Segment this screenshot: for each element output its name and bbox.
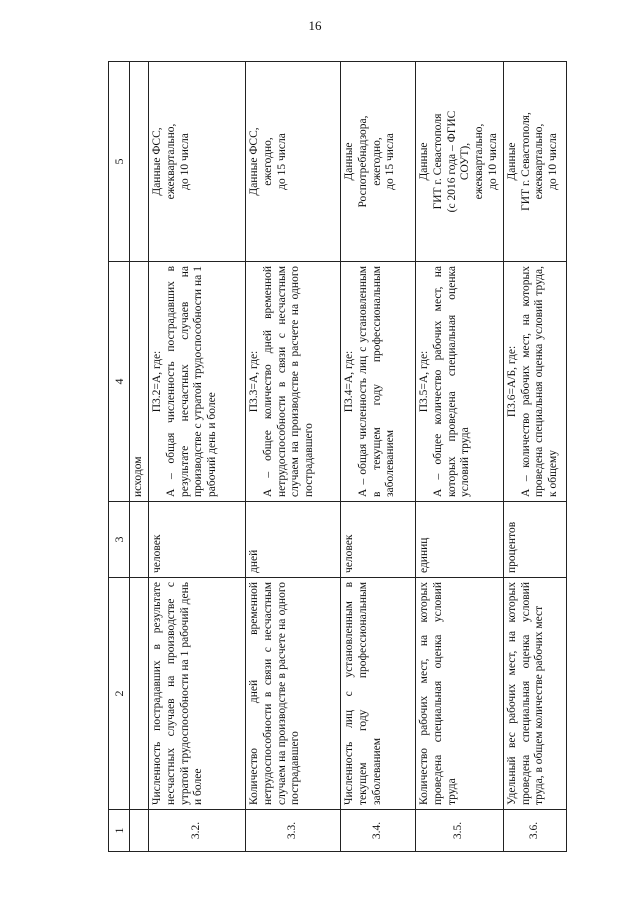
source-line: до 10 числа — [547, 133, 560, 190]
method-cell — [503, 262, 566, 502]
carryover-text: исходом — [130, 262, 149, 502]
row-number: 3.5. — [416, 810, 504, 852]
carryover-row — [130, 62, 149, 852]
formula: П3.2=А, где: — [151, 350, 163, 413]
formula: П3.5=А, где: — [418, 350, 430, 413]
formula: П3.6=А/Б, где: — [505, 345, 518, 418]
source-line: до 10 числа — [486, 133, 499, 190]
formula-description: А – количество рабочих мест, на которых проведена специальная оценка условий труда, к общему — [519, 266, 560, 497]
source-line: до 15 числа — [384, 133, 397, 190]
source-line: СОУТ), — [459, 142, 472, 181]
unit: процентов — [503, 502, 566, 578]
formula: П3.3=А, где: — [248, 350, 260, 413]
table-row — [149, 62, 246, 852]
source-line: Данные — [343, 142, 355, 181]
unit: человек — [149, 502, 246, 578]
header-col-3: 3 — [109, 502, 130, 578]
source-line: ежегодно, — [370, 137, 383, 186]
indicator-name: Удельный вес рабочих мест, на которых проведена специальная оценка условий труда, в общем количестве рабочих мест — [503, 578, 566, 810]
source-cell — [341, 62, 416, 262]
rotated-table — [108, 62, 596, 852]
formula-description: А – общая численность пострадавших в результате несчастных случаев на производстве с утратой трудоспособности на 1 рабочий день и более — [164, 266, 219, 497]
source-line: ГИТ г. Севастополя, — [519, 112, 532, 211]
row-number: 3.2. — [149, 810, 246, 852]
source-line: ежеквартально, — [533, 123, 546, 200]
table-row — [416, 62, 504, 852]
header-row — [109, 62, 130, 852]
source-line: до 10 числа — [178, 133, 191, 190]
source-line: ежеквартально, — [473, 123, 486, 200]
indicators-table — [108, 61, 567, 852]
source-cell — [416, 62, 504, 262]
source-line: ГИТ г. Севастополя — [431, 113, 444, 210]
row-number: 3.6. — [503, 810, 566, 852]
indicator-name: Количество рабочих мест, на которых проведена специальная оценка условий труда — [416, 578, 504, 810]
row-number: 3.3. — [246, 810, 341, 852]
header-col-5: 5 — [109, 62, 130, 262]
table-row — [503, 62, 566, 852]
header-col-2: 2 — [109, 578, 130, 810]
unit: единиц — [416, 502, 504, 578]
source-line: ежеквартально, — [164, 123, 177, 200]
source-cell — [149, 62, 246, 262]
source-line: Данные — [418, 142, 430, 181]
source-cell — [246, 62, 341, 262]
source-line: Данные ФСС, — [248, 127, 260, 196]
source-line: Роспотребнадзора, — [356, 115, 369, 208]
table-row — [246, 62, 341, 852]
source-line: до 15 числа — [275, 133, 288, 190]
method-cell — [149, 262, 246, 502]
header-col-1: 1 — [109, 810, 130, 852]
formula: П3.4=А, где: — [343, 350, 355, 413]
indicator-name: Численность пострадавших в результате несчастных случаев на производстве с утратой трудоспособности на 1 рабочий день и более — [149, 578, 246, 810]
formula-description: А – общее количество рабочих мест, на которых проведена специальная оценка условий труда — [431, 266, 472, 497]
method-cell — [341, 262, 416, 502]
source-line: Данные — [505, 142, 518, 181]
header-col-4: 4 — [109, 262, 130, 502]
source-line: (с 2016 года – ФГИС — [445, 110, 458, 213]
formula-description: А – общая численность лиц с установленным в текущем году профессиональным заболеванием — [356, 266, 397, 497]
page-number: 16 — [308, 18, 322, 33]
source-line: ежегодно, — [261, 137, 274, 186]
method-cell — [246, 262, 341, 502]
method-cell — [416, 262, 504, 502]
indicator-name: Численность лиц с установленным в текущем году профессиональным заболеванием — [341, 578, 416, 810]
source-line: Данные ФСС, — [151, 127, 163, 196]
indicator-name: Количество дней временной нетрудоспособности в связи с несчастным случаем на производстве в расчете на одного пострадавшего — [246, 578, 341, 810]
unit: дней — [246, 502, 341, 578]
unit: человек — [341, 502, 416, 578]
formula-description: А – общее количество дней временной нетрудоспособности в связи с несчастным случаем на производстве в расчете на одного пострадавшего — [261, 266, 316, 497]
rotated-table-wrapper — [108, 62, 596, 852]
row-number: 3.4. — [341, 810, 416, 852]
source-cell — [503, 62, 566, 262]
table-row — [341, 62, 416, 852]
